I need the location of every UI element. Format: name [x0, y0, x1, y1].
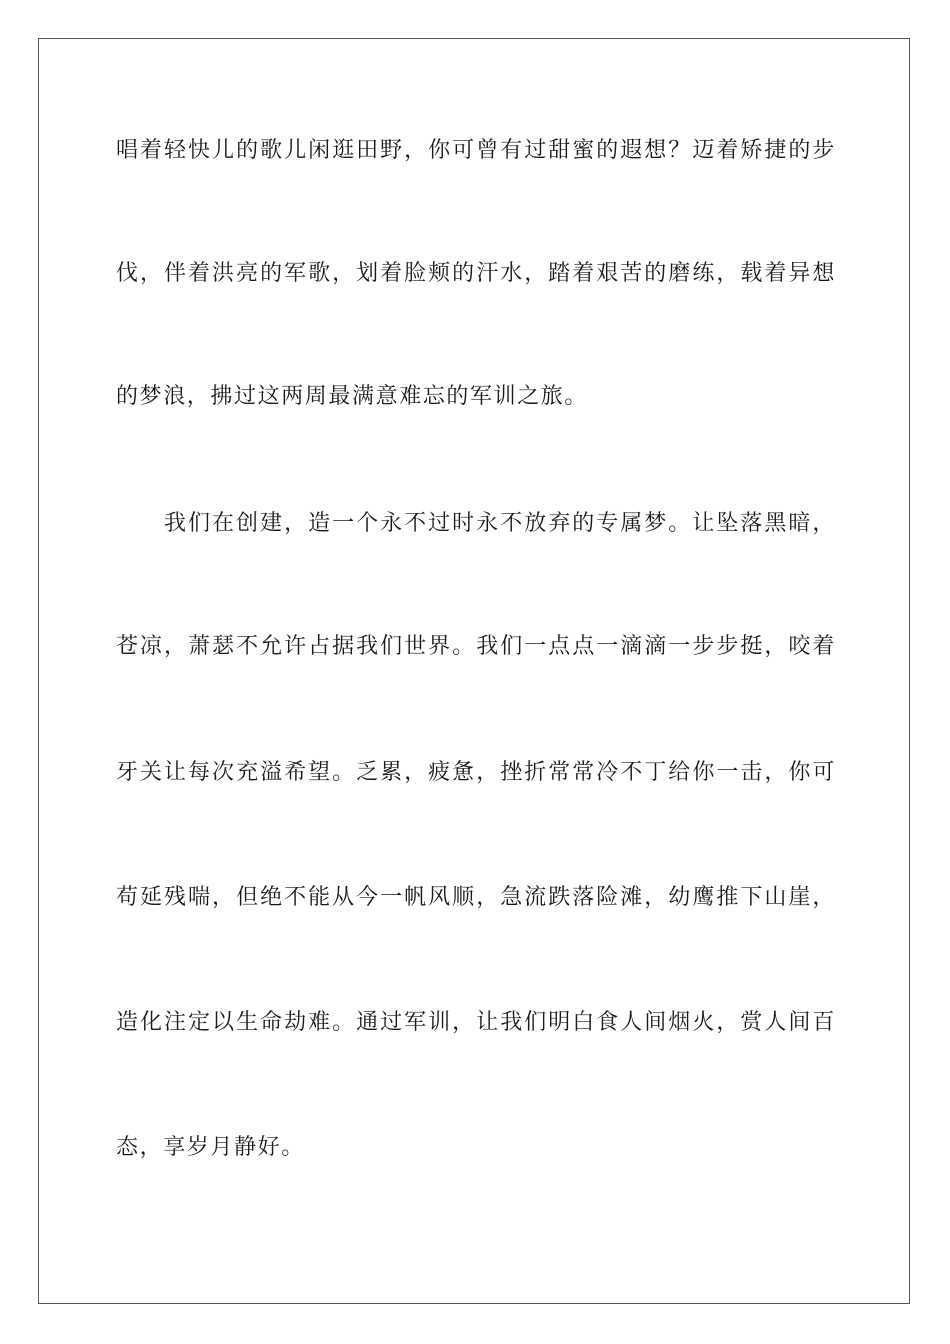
- text-line: 造化注定以生命劫难。通过军训，让我们明白食人间烟火，赏人间百: [116, 1010, 836, 1035]
- text-line: 态，享岁月静好。: [116, 1135, 305, 1160]
- text-line: 苍凉，萧瑟不允许占据我们世界。我们一点点一滴滴一步步挺，咬着: [116, 634, 836, 659]
- text-line: 的梦浪，拂过这两周最满意难忘的军训之旅。: [116, 384, 589, 409]
- text-line: 牙关让每次充溢希望。乏累，疲惫，挫折常常冷不丁给你一击，你可: [116, 760, 836, 785]
- text-line: 我们在创建，造一个永不过时永不放弃的专属梦。让坠落黑暗，: [164, 511, 836, 536]
- text-line: 伐，伴着洪亮的军歌，划着脸颊的汗水，踏着艰苦的磨练，载着异想: [116, 261, 836, 286]
- text-line: 唱着轻快儿的歌儿闲逛田野，你可曾有过甜蜜的遐想？迈着矫捷的步: [116, 138, 836, 163]
- page-border: [38, 38, 910, 1304]
- text-line: 苟延残喘，但绝不能从今一帆风顺，急流跌落险滩，幼鹰推下山崖，: [116, 885, 836, 910]
